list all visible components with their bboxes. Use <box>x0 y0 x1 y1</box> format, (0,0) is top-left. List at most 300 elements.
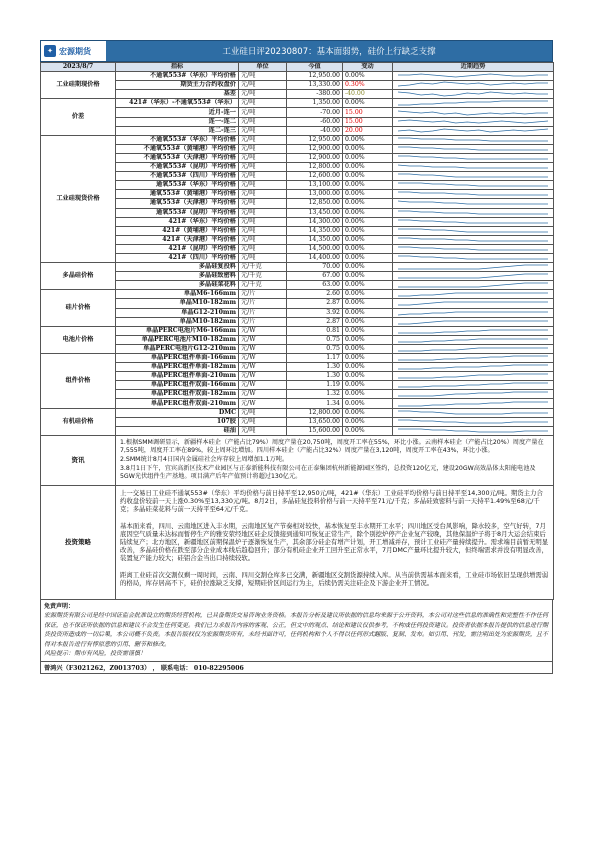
trend-sparkline <box>393 317 554 326</box>
logo-icon: ✦ <box>44 45 56 57</box>
change-cell: 15.00 <box>343 117 393 126</box>
table-row <box>41 290 554 299</box>
header-trend: 近期趋势 <box>393 63 554 72</box>
unit-cell: 元/W <box>239 326 287 335</box>
trend-sparkline <box>393 208 554 217</box>
value-cell: -380.00 <box>287 90 343 99</box>
table-row <box>41 108 554 117</box>
value-cell: 67.00 <box>287 272 343 281</box>
trend-line <box>398 411 548 414</box>
value-cell: 14,300.00 <box>287 217 343 226</box>
unit-cell: 元/W <box>239 399 287 408</box>
trend-line <box>398 120 548 123</box>
indicator-cell: 单晶PERC电池片M10-182mm <box>116 335 239 344</box>
trend-sparkline <box>393 290 554 299</box>
trend-line <box>398 374 548 378</box>
indicator-cell: 421#（昆明）平均价格 <box>116 244 239 253</box>
trend-line <box>398 302 548 305</box>
indicator-cell: 硅油 <box>116 426 239 435</box>
indicator-cell: 近月-连一 <box>116 108 239 117</box>
analyst-name: 曾鸿兴（F3021262，Z0013703） <box>44 664 151 672</box>
section-label: 有机硅价格 <box>41 408 116 435</box>
trend-sparkline <box>393 408 554 417</box>
change-cell: 0.00% <box>343 181 393 190</box>
section-label: 价差 <box>41 99 116 135</box>
change-cell: 0.00% <box>343 135 393 144</box>
change-cell: 0.00% <box>343 272 393 281</box>
trend-line <box>398 420 548 423</box>
trend-sparkline <box>393 153 554 162</box>
table-row <box>41 272 554 281</box>
value-cell: 1.32 <box>287 390 343 399</box>
value-cell: 13,000.00 <box>287 190 343 199</box>
unit-cell: 元/片 <box>239 290 287 299</box>
trend-line <box>398 74 548 77</box>
trend-line <box>398 138 548 141</box>
value-cell: 1,350.00 <box>287 99 343 108</box>
unit-cell: 元/吨 <box>239 163 287 172</box>
value-cell: 0.75 <box>287 344 343 353</box>
trend-sparkline <box>393 90 554 99</box>
change-cell: 0.00% <box>343 263 393 272</box>
indicator-cell: 不通氧553#（四川）平均价格 <box>116 172 239 181</box>
trend-line <box>398 211 548 214</box>
trend-sparkline <box>393 244 554 253</box>
indicator-cell: 期货主力合约收盘价 <box>116 81 239 90</box>
value-cell: 14,350.00 <box>287 226 343 235</box>
value-cell: 13,450.00 <box>287 208 343 217</box>
logo-text: 宏源期货 <box>59 46 91 56</box>
news-paragraph: 2.SMM统计8月4日国内金属硅社会库存较上周增加1.1万吨。 <box>120 455 289 463</box>
indicator-cell: 不通氧553#（天津港）平均价格 <box>116 153 239 162</box>
section-label: 电池片价格 <box>41 326 116 353</box>
unit-cell: 元/W <box>239 363 287 372</box>
trend-sparkline <box>393 99 554 108</box>
unit-cell: 元/片 <box>239 308 287 317</box>
value-cell: 12,800.00 <box>287 163 343 172</box>
unit-cell: 元/W <box>239 390 287 399</box>
table-row <box>41 299 554 308</box>
unit-cell: 元/吨 <box>239 208 287 217</box>
value-cell: -70.00 <box>287 108 343 117</box>
unit-cell: 元/千克 <box>239 281 287 290</box>
value-cell: -40.00 <box>287 126 343 135</box>
indicator-cell: 单晶M10-182mm <box>116 299 239 308</box>
change-cell: 0.00% <box>343 235 393 244</box>
change-cell: 0.00% <box>343 408 393 417</box>
change-cell: -40.00 <box>343 90 393 99</box>
table-row <box>41 244 554 253</box>
phone-number: 010-82295006 <box>193 664 244 672</box>
table-body <box>41 72 554 436</box>
trend-sparkline <box>393 372 554 381</box>
trend-sparkline <box>393 172 554 181</box>
section-label: 组件价格 <box>41 354 116 409</box>
value-cell: 12,950.00 <box>287 135 343 144</box>
value-cell: 12,900.00 <box>287 144 343 153</box>
trend-sparkline <box>393 381 554 390</box>
change-cell: 0.00% <box>343 153 393 162</box>
value-cell: 14,500.00 <box>287 244 343 253</box>
value-cell: 0.81 <box>287 326 343 335</box>
table-row <box>41 81 554 90</box>
report-page <box>40 40 553 674</box>
unit-cell: 元/吨 <box>239 244 287 253</box>
change-cell: 0.00% <box>343 381 393 390</box>
change-cell: 0.00% <box>343 163 393 172</box>
trend-line <box>398 383 548 387</box>
value-cell: 3.92 <box>287 308 343 317</box>
trend-sparkline <box>393 308 554 317</box>
table-row <box>41 381 554 390</box>
value-cell: 0.75 <box>287 335 343 344</box>
table-row <box>41 199 554 208</box>
change-cell: 0.00% <box>343 326 393 335</box>
table-row <box>41 317 554 326</box>
change-cell: 0.00% <box>343 299 393 308</box>
value-cell: 12,850.00 <box>287 199 343 208</box>
table-row <box>41 308 554 317</box>
trend-line <box>398 101 548 105</box>
news-paragraph: 1.根据SMM调研显示，新疆样本硅企（产能占比79%）周度产量在20,750吨，周度开工率在55%，环比小涨。云南样本硅企（产能占比20%）周度产量在7,555吨，周度开工率在89%，较上周环比增加。四川样本硅企（产能占比32%）周度产量在3,120吨，周度开工率在43%，环比小涨。 <box>120 438 544 454</box>
table-row <box>41 344 554 353</box>
section-label: 多晶硅价格 <box>41 263 116 290</box>
unit-cell: 元/吨 <box>239 126 287 135</box>
section-label: 工业硅期现价格 <box>41 72 116 99</box>
table-row <box>41 208 554 217</box>
table-row <box>41 126 554 135</box>
trend-sparkline <box>393 226 554 235</box>
indicator-cell: 421#（黄埔港）平均价格 <box>116 226 239 235</box>
table-header-row <box>41 63 554 72</box>
unit-cell: 元/吨 <box>239 235 287 244</box>
trend-sparkline <box>393 272 554 281</box>
trend-sparkline <box>393 354 554 363</box>
trend-sparkline <box>393 199 554 208</box>
news-paragraph: 3.8月1日下午，宜宾高新区技术产业园区与正泰新能科技有限公司在正泰集团杭州新能源园区签约，总投资120亿元，建设20GW高效晶体太阳能电池及5GW光伏组件生产基地。项目满产后年产值预计将超过130亿元。 <box>120 464 536 480</box>
trend-line <box>398 174 548 177</box>
trend-line <box>398 283 548 287</box>
table-row <box>41 363 554 372</box>
table-row <box>41 172 554 181</box>
value-cell: 1.34 <box>287 399 343 408</box>
value-cell: 2.87 <box>287 317 343 326</box>
table-row <box>41 372 554 381</box>
value-cell: 13,650.00 <box>287 417 343 426</box>
trend-sparkline <box>393 190 554 199</box>
trend-line <box>398 256 548 259</box>
value-cell: 12,950.00 <box>287 72 343 81</box>
indicator-cell: 107胶 <box>116 417 239 426</box>
header-indicator: 指标 <box>116 63 239 72</box>
table-row <box>41 144 554 153</box>
table-row <box>41 99 554 108</box>
trend-sparkline <box>393 181 554 190</box>
trend-sparkline <box>393 81 554 90</box>
trend-line <box>398 129 548 132</box>
advice-paragraph: 距离工业硅首次交割仅剩一周时间，云南、四川交割仓库多已交满，新疆地区交割货源持续入库。从当前供需基本面来看，工业硅市场依旧呈现供增需弱的格局，库存居高不下，硅价拉涨缺乏支撑，短期硅价区间运行为主，后续仍需关注硅企及下游企业开工情况。 <box>120 570 549 587</box>
unit-cell: 元/吨 <box>239 199 287 208</box>
table-row <box>41 72 554 81</box>
unit-cell: 元/吨 <box>239 72 287 81</box>
indicator-cell: 通氧553#（天津港）平均价格 <box>116 199 239 208</box>
unit-cell: 元/吨 <box>239 153 287 162</box>
indicator-cell: 单晶PERC电池片G12-210mm <box>116 344 239 353</box>
change-cell: 0.00% <box>343 99 393 108</box>
trend-sparkline <box>393 390 554 399</box>
table-row <box>41 408 554 417</box>
report-header <box>40 40 553 62</box>
indicator-cell: 不通氧553#（昆明）平均价格 <box>116 163 239 172</box>
indicator-cell: 单晶PERC组件双面-210mm <box>116 399 239 408</box>
indicator-cell: 单晶PERC组件单面-166mm <box>116 354 239 363</box>
trend-sparkline <box>393 399 554 408</box>
indicator-cell: 连一-连二 <box>116 117 239 126</box>
table-row <box>41 135 554 144</box>
advice-content <box>116 485 554 599</box>
value-cell: -60.00 <box>287 117 343 126</box>
value-cell: 1.30 <box>287 372 343 381</box>
table-row <box>41 417 554 426</box>
trend-line <box>398 339 548 342</box>
news-label: 资讯 <box>41 435 116 485</box>
value-cell: 2.87 <box>287 299 343 308</box>
trend-sparkline <box>393 281 554 290</box>
table-row <box>41 326 554 335</box>
change-cell: 0.00% <box>343 226 393 235</box>
risk-warning: 风险提示：期市有风险，投资需谨慎！ <box>44 650 147 658</box>
indicator-cell: 421#（四川）平均价格 <box>116 253 239 262</box>
trend-sparkline <box>393 117 554 126</box>
contact-info <box>40 662 553 674</box>
news-content <box>116 435 554 485</box>
change-cell: 0.00% <box>343 199 393 208</box>
indicator-cell: 单晶G12-210mm <box>116 308 239 317</box>
change-cell: 0.00% <box>343 399 393 408</box>
trend-sparkline <box>393 426 554 435</box>
trend-line <box>398 156 548 159</box>
unit-cell: 元/片 <box>239 317 287 326</box>
company-logo <box>41 41 106 61</box>
trend-line <box>398 274 548 278</box>
unit-cell: 元/吨 <box>239 108 287 117</box>
table-row <box>41 426 554 435</box>
change-cell: 0.00% <box>343 344 393 353</box>
indicator-cell: 421#（华东）平均价格 <box>116 217 239 226</box>
value-cell: 12,600.00 <box>287 172 343 181</box>
table-row <box>41 90 554 99</box>
unit-cell: 元/吨 <box>239 226 287 235</box>
unit-cell: 元/吨 <box>239 408 287 417</box>
trend-sparkline <box>393 144 554 153</box>
unit-cell: 元/吨 <box>239 181 287 190</box>
unit-cell: 元/吨 <box>239 81 287 90</box>
table-row <box>41 335 554 344</box>
disclaimer-text: 宏源期货有限公司是经中国证监会批准设立的期货经营机构，已具备期货交易咨询业务资格。本报告分析及建议所依据的信息均来源于公开资料，本公司对这些信息的准确性和完整性不作任何保证，也不保证所依据的信息和建议不会发生任何变更。我们已力求报告内容的客观、公正，但文中的观点、结论和建议仅供参考，不构成任何投资建议。投资者依据本报告提供的信息进行期货投资所造成的一切后果，本公司概不负责。本报告版权仅为宏源期货所有，未经书面许可，任何机构和个人不得以任何形式翻版、复制、发布。如引用、刊发，需注明出处为宏源期货，且不得对本报告进行有悖原意的引用、删节和修改。 <box>44 612 549 648</box>
indicator-cell: 不通氧553#（华东）平均价格 <box>116 72 239 81</box>
trend-sparkline <box>393 417 554 426</box>
value-cell: 15,600.00 <box>287 426 343 435</box>
change-cell: 0.00% <box>343 308 393 317</box>
trend-sparkline <box>393 335 554 344</box>
change-cell: 0.00% <box>343 372 393 381</box>
trend-line <box>398 356 548 360</box>
value-cell: 13,100.00 <box>287 181 343 190</box>
table-row <box>41 235 554 244</box>
value-cell: 70.00 <box>287 263 343 272</box>
price-table <box>40 62 554 600</box>
trend-sparkline <box>393 163 554 172</box>
trend-line <box>398 365 548 369</box>
trend-line <box>398 111 548 115</box>
value-cell: 12,900.00 <box>287 153 343 162</box>
table-row <box>41 181 554 190</box>
trend-sparkline <box>393 253 554 262</box>
indicator-cell: 多晶硅复投料 <box>116 263 239 272</box>
table-row <box>41 163 554 172</box>
indicator-cell: 连二-连三 <box>116 126 239 135</box>
change-cell: 0.00% <box>343 290 393 299</box>
value-cell: 14,350.00 <box>287 235 343 244</box>
value-cell: 1.19 <box>287 381 343 390</box>
unit-cell: 元/W <box>239 354 287 363</box>
table-row <box>41 226 554 235</box>
advice-label: 投资策略 <box>41 485 116 599</box>
trend-sparkline <box>393 108 554 117</box>
value-cell: 63.00 <box>287 281 343 290</box>
table-row <box>41 153 554 162</box>
unit-cell: 元/片 <box>239 299 287 308</box>
indicator-cell: 单晶PERC组件单面-182mm <box>116 363 239 372</box>
indicator-cell: 单晶PERC电池片M6-166mm <box>116 326 239 335</box>
table-row <box>41 390 554 399</box>
trend-sparkline <box>393 217 554 226</box>
table-row <box>41 253 554 262</box>
value-cell: 1.30 <box>287 363 343 372</box>
unit-cell: 元/吨 <box>239 99 287 108</box>
trend-sparkline <box>393 72 554 81</box>
trend-line <box>398 229 548 232</box>
change-cell: 0.00% <box>343 363 393 372</box>
trend-line <box>398 330 548 333</box>
unit-cell: 元/吨 <box>239 426 287 435</box>
change-cell: 15.00 <box>343 108 393 117</box>
indicator-cell: DMC <box>116 408 239 417</box>
indicator-cell: 421#（华东）-不通氧553#（华东） <box>116 99 239 108</box>
trend-line <box>398 392 548 396</box>
change-cell: 0.00% <box>343 281 393 290</box>
advice-paragraph: 上一交易日工业硅不通氧553#（华东）平均价格与前日持平至12,950元/吨，421#（华东）工业硅平均价格与前日持平至14,300元/吨。期货主力合约收盘价较前一天上涨0.30%至13,330元/吨。8月2日，多晶硅复投料价格与前一天持平至71元/千克；多晶硅致密料与前一天持平1.49%至68元/千克；多晶硅菜花料与前一天持平至64元/千克。 <box>120 488 543 513</box>
unit-cell: 元/吨 <box>239 417 287 426</box>
change-cell: 0.00% <box>343 172 393 181</box>
header-value: 今值 <box>287 63 343 72</box>
trend-sparkline <box>393 326 554 335</box>
indicator-cell: 单晶PERC组件双面-166mm <box>116 381 239 390</box>
table-row <box>41 190 554 199</box>
contact-separator: ， <box>152 664 159 672</box>
value-cell: 2.60 <box>287 290 343 299</box>
table-row <box>41 217 554 226</box>
indicator-cell: 多晶硅致密料 <box>116 272 239 281</box>
indicator-cell: 单晶M10-182mm <box>116 317 239 326</box>
trend-line <box>398 201 548 204</box>
header-change: 变动 <box>343 63 393 72</box>
section-label: 工业硅现货价格 <box>41 135 116 262</box>
change-cell: 0.00% <box>343 244 393 253</box>
section-label: 硅片价格 <box>41 290 116 326</box>
unit-cell: 元/吨 <box>239 117 287 126</box>
indicator-cell: 不通氧553#（华东）平均价格 <box>116 135 239 144</box>
indicator-cell: 基差 <box>116 90 239 99</box>
change-cell: 0.30% <box>343 81 393 90</box>
value-cell: 14,400.00 <box>287 253 343 262</box>
trend-line <box>398 348 548 351</box>
value-cell: 1.17 <box>287 354 343 363</box>
value-cell: 12,800.00 <box>287 408 343 417</box>
unit-cell: 元/W <box>239 372 287 381</box>
trend-sparkline <box>393 235 554 244</box>
value-cell: 13,330.00 <box>287 81 343 90</box>
advice-paragraph: 基本面来看，四川、云南地区进入丰水期，云南地区复产节奏相对较快，基本恢复至丰水期开工水平；四川地区受台风影响，降水较多，空气好转，7月底因空气质量未达标而暂停生产的雅安荥经地区硅企反馈接到通知可恢复正常生产，除个别挖炉停产企业复产较晚，其他保温炉子将于8月大运会结束后陆续复产；北方地区，新疆地区前期保温炉子逐渐恢复生产，其余部分硅企有增产计划，开工增减并存，预计工业硅产量持续提升。需求端目前暂无明显改善，多晶硅价格在跌至部分企业成本线后趋稳回升；部分有机硅企业开工回升至正常水平，7月DMC产量环比提升较大，但终端需求并没有明显改善，装置复产能力较大；硅铝合金当出口持续较软。 <box>120 521 549 562</box>
table-row <box>41 263 554 272</box>
change-cell: 0.00% <box>343 317 393 326</box>
trend-line <box>398 92 548 96</box>
indicator-cell: 通氧553#（华东）平均价格 <box>116 181 239 190</box>
table-row <box>41 281 554 290</box>
news-row <box>41 435 554 485</box>
trend-line <box>398 321 548 324</box>
unit-cell: 元/W <box>239 381 287 390</box>
change-cell: 0.00% <box>343 208 393 217</box>
trend-line <box>398 429 548 432</box>
trend-line <box>398 82 548 86</box>
unit-cell: 元/吨 <box>239 135 287 144</box>
unit-cell: 元/吨 <box>239 253 287 262</box>
trend-line <box>398 183 548 186</box>
indicator-cell: 单晶PERC组件单面-210mm <box>116 372 239 381</box>
unit-cell: 元/吨 <box>239 90 287 99</box>
trend-sparkline <box>393 126 554 135</box>
indicator-cell: 单晶PERC组件双面-182mm <box>116 390 239 399</box>
trend-line <box>398 247 548 250</box>
change-cell: 0.00% <box>343 390 393 399</box>
unit-cell: 元/千克 <box>239 272 287 281</box>
change-cell: 0.00% <box>343 335 393 344</box>
trend-line <box>398 312 548 315</box>
unit-cell: 元/W <box>239 335 287 344</box>
disclaimer-heading: 免责声明： <box>44 602 75 610</box>
trend-line <box>398 192 548 195</box>
unit-cell: 元/W <box>239 344 287 353</box>
trend-line <box>398 293 548 296</box>
change-cell: 0.00% <box>343 253 393 262</box>
trend-line <box>398 402 548 406</box>
disclaimer <box>40 600 553 662</box>
indicator-cell: 不通氧553#（黄埔港）平均价格 <box>116 144 239 153</box>
unit-cell: 元/吨 <box>239 144 287 153</box>
change-cell: 0.00% <box>343 426 393 435</box>
change-cell: 0.00% <box>343 354 393 363</box>
change-cell: 0.00% <box>343 217 393 226</box>
trend-line <box>398 147 548 150</box>
trend-sparkline <box>393 135 554 144</box>
trend-line <box>398 265 548 269</box>
advice-row <box>41 485 554 599</box>
unit-cell: 元/吨 <box>239 172 287 181</box>
table-row <box>41 354 554 363</box>
table-row <box>41 117 554 126</box>
table-row <box>41 399 554 408</box>
